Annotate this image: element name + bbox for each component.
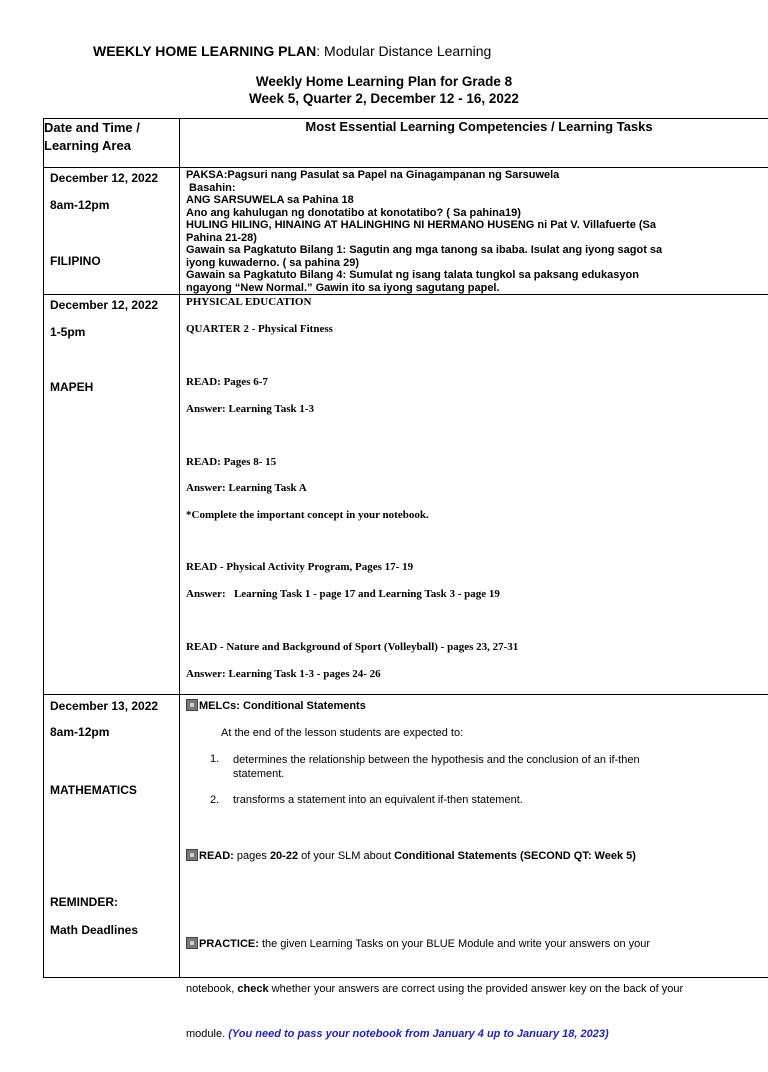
row1-area: FILIPINO [50,254,101,268]
objectives-intro: At the end of the lesson students are expected to: [221,727,463,739]
item1-number: 1. [210,753,219,765]
col1-header [44,119,180,168]
practice-check: check [237,983,268,995]
row1-line: ANG SARSUWELA sa Pahina 18 [186,194,662,207]
item1-line2: statement. [233,767,640,781]
learning-plan-table [43,118,768,978]
plan-week: Week 5, Quarter 2, December 12 - 16, 2022 [0,91,768,106]
read-text: pages [234,850,270,862]
pe-note: *Complete the important concept in your notebook. [186,509,429,521]
page-header [93,43,491,59]
notebook-deadline-note: (You need to pass your notebook from January 4 up to January 18, 2023) [228,1028,608,1040]
document-icon [186,699,198,711]
row1-line: Ano ang kahulugan ng donotatibo at konotatibo? ( Sa pahina19) [186,207,662,220]
row1-line: PAKSA:Pagsuri nang Pasulat sa Papel na Ginagampanan ng Sarsuwela [186,169,662,182]
melcs-line [186,699,366,712]
read-topic: Conditional Statements (SECOND QT: Week 5) [394,850,636,862]
table-row [44,295,768,695]
objective-item: transforms a statement into an equivalent if-then statement. [233,794,523,806]
table-header-row [44,119,768,168]
pe-read: READ: Pages 8- 15 [186,456,276,468]
plan-subtitle: Weekly Home Learning Plan for Grade 8 [0,74,768,89]
row1-line: ngayong “New Normal.” Gawin ito sa iyong sagutang papel. [186,282,662,295]
read-line [186,849,636,862]
row2-date: December 12, 2022 [50,298,158,312]
practice-block [186,907,683,1072]
pe-answer: Answer: Learning Task 1 - page 17 and Learning Task 3 - page 19 [186,588,500,600]
row1-line: Gawain sa Pagkatuto Bilang 4: Sumulat ng isang talata tungkol sa paksang edukasyon [186,269,662,282]
row1-time: 8am-12pm [50,198,109,212]
row3-reminder: REMINDER: [50,895,118,909]
col2-header: Most Essential Learning Competencies / Learning Tasks [180,119,768,168]
header-title-rest: : Modular Distance Learning [316,43,491,59]
header-title-bold: WEEKLY HOME LEARNING PLAN [93,43,316,59]
table-row [44,168,768,295]
document-icon [186,937,198,949]
pe-read: READ: Pages 6-7 [186,376,268,388]
row1-date: December 12, 2022 [50,171,158,185]
objective-item [233,753,640,781]
read-label: READ: [199,850,234,862]
pe-answer: Answer: Learning Task A [186,482,307,494]
table-row [44,695,768,978]
pe-read: READ - Nature and Background of Sport (Volleyball) - pages 23, 27-31 [186,641,518,653]
row3-right [180,695,768,978]
row1-right [180,168,768,295]
practice-text: whether your answers are correct using the provided answer key on the back of your [269,983,684,995]
row1-line: Basahin: [186,182,662,195]
read-text: of your SLM about [298,850,394,862]
pe-title: PHYSICAL EDUCATION [186,296,311,308]
item1-line1: determines the relationship between the hypothesis and the conclusion of an if-then [233,753,640,767]
row1-line: HULING HILING, HINAING AT HALINGHING NI HERMANO HUSENG ni Pat V. Villafuerte (Sa [186,219,662,232]
pe-answer: Answer: Learning Task 1-3 [186,403,314,415]
row1-line: Gawain sa Pagkatuto Bilang 1: Sagutin ang mga tanong sa ibaba. Isulat ang iyong sagot sa [186,244,662,257]
practice-text: the given Learning Tasks on your BLUE Module and write your answers on your [259,938,650,950]
col1-header-line1: Date and Time / [44,119,179,137]
row1-line: Pahina 21-28) [186,232,662,245]
document-icon [186,849,198,861]
row2-right [180,295,768,695]
pe-quarter: QUARTER 2 - Physical Fitness [186,323,333,335]
practice-text: notebook, [186,983,237,995]
row3-date: December 13, 2022 [50,699,158,713]
practice-text: module. [186,1028,228,1040]
row3-area: MATHEMATICS [50,783,137,797]
pe-read: READ - Physical Activity Program, Pages 17- 19 [186,561,413,573]
row2-left [44,295,180,695]
row2-area: MAPEH [50,380,93,394]
row3-deadlines: Math Deadlines [50,923,138,937]
row1-line: iyong kuwaderno. ( sa pahina 29) [186,257,662,270]
col1-header-line2: Learning Area [44,137,179,155]
row2-time: 1-5pm [50,325,85,339]
item2-number: 2. [210,794,219,806]
read-pages: 20-22 [270,850,298,862]
row3-time: 8am-12pm [50,725,109,739]
pe-answer: Answer: Learning Task 1-3 - pages 24- 26 [186,668,381,680]
row3-left [44,695,180,978]
row1-left [44,168,180,295]
melcs-text: MELCs: Conditional Statements [199,700,366,712]
practice-label: PRACTICE: [199,938,259,950]
